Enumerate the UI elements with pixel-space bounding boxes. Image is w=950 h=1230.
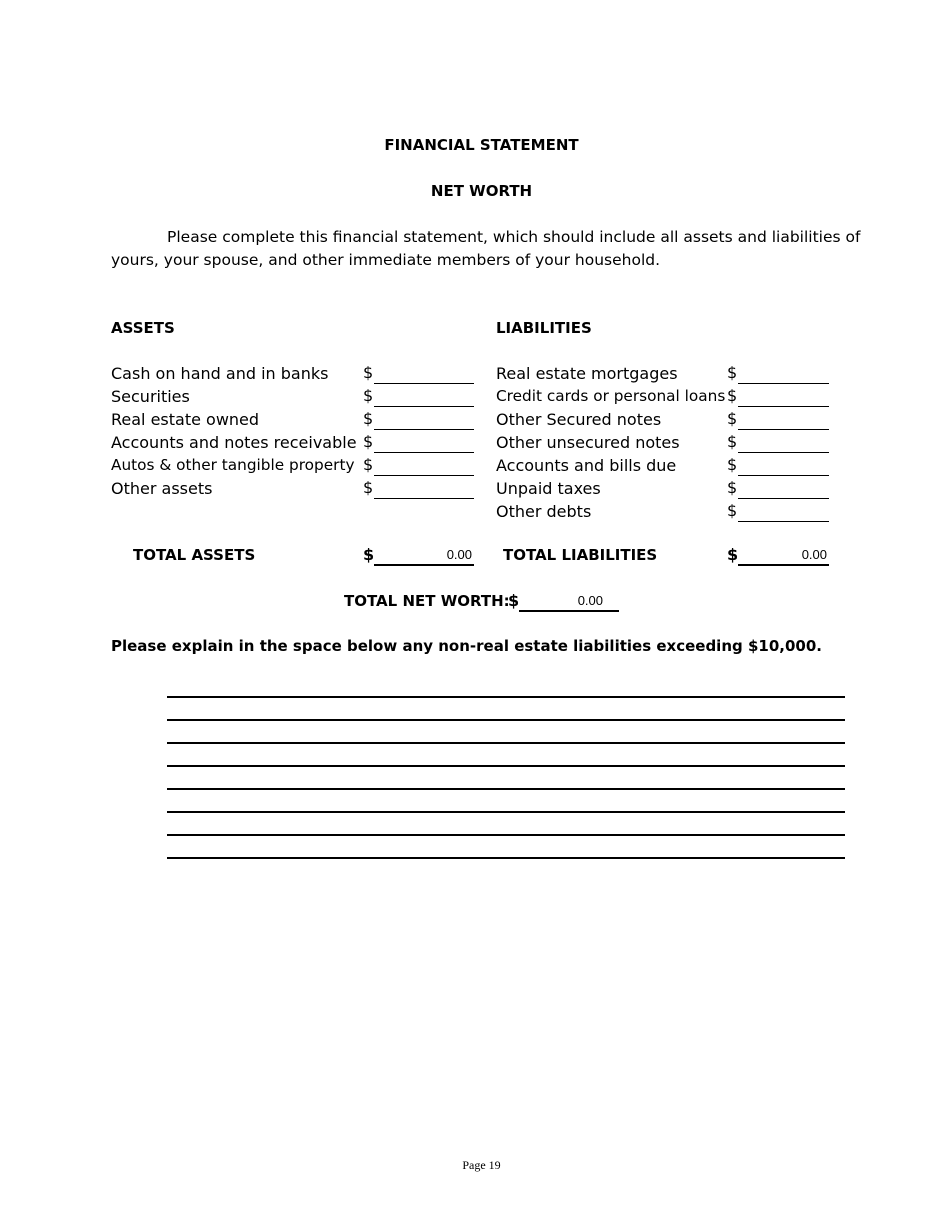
dollar-sign: $ bbox=[727, 432, 738, 451]
asset-securities-field[interactable] bbox=[374, 387, 474, 407]
liability-other-field[interactable] bbox=[738, 502, 829, 522]
dollar-sign: $ bbox=[727, 455, 738, 474]
liability-label-bills: Accounts and bills due bbox=[496, 456, 677, 475]
intro-line-1: Please complete this financial statement, which should include all assets and liabilities of bbox=[167, 228, 861, 246]
explain-line[interactable] bbox=[167, 811, 845, 813]
dollar-sign: $ bbox=[727, 501, 738, 520]
assets-heading: ASSETS bbox=[111, 319, 175, 337]
asset-label-autos: Autos & other tangible property bbox=[111, 456, 355, 474]
dollar-sign: $ bbox=[363, 455, 374, 474]
dollar-sign: $ bbox=[363, 409, 374, 428]
form-subtitle: NET WORTH bbox=[430, 182, 533, 200]
dollar-sign: $ bbox=[363, 432, 374, 451]
liability-credit-field[interactable] bbox=[738, 387, 829, 407]
liability-taxes-field[interactable] bbox=[738, 479, 829, 499]
asset-autos-field[interactable] bbox=[374, 456, 474, 476]
dollar-sign: $ bbox=[727, 386, 738, 405]
liability-label-mortgages: Real estate mortgages bbox=[496, 364, 678, 383]
total-assets-value: 0.00 bbox=[446, 547, 472, 562]
liability-label-unsecured: Other unsecured notes bbox=[496, 433, 680, 452]
dollar-sign: $ bbox=[363, 545, 375, 564]
dollar-sign: $ bbox=[727, 409, 738, 428]
liability-label-taxes: Unpaid taxes bbox=[496, 479, 601, 498]
liability-label-credit: Credit cards or personal loans bbox=[496, 387, 726, 405]
liability-label-secured: Other Secured notes bbox=[496, 410, 662, 429]
net-worth-field[interactable] bbox=[519, 589, 619, 612]
asset-label-real-estate: Real estate owned bbox=[111, 410, 260, 429]
dollar-sign: $ bbox=[508, 591, 520, 610]
net-worth-label: TOTAL NET WORTH: bbox=[344, 592, 510, 610]
dollar-sign: $ bbox=[363, 363, 374, 382]
liability-mortgages-field[interactable] bbox=[738, 364, 829, 384]
intro-line-2: yours, your spouse, and other immediate members of your household. bbox=[111, 251, 661, 269]
explain-line[interactable] bbox=[167, 765, 845, 767]
explain-line[interactable] bbox=[167, 719, 845, 721]
dollar-sign: $ bbox=[727, 545, 739, 564]
asset-label-cash: Cash on hand and in banks bbox=[111, 364, 329, 383]
asset-other-field[interactable] bbox=[374, 479, 474, 499]
explain-line[interactable] bbox=[167, 834, 845, 836]
total-liabilities-value: 0.00 bbox=[801, 547, 827, 562]
liabilities-heading: LIABILITIES bbox=[496, 319, 592, 337]
liability-secured-field[interactable] bbox=[738, 410, 829, 430]
asset-label-receivables: Accounts and notes receivable bbox=[111, 433, 357, 452]
total-liabilities-field[interactable] bbox=[738, 543, 829, 566]
explain-prompt: Please explain in the space below any non-real estate liabilities exceeding $10,000. bbox=[111, 637, 822, 655]
asset-receivables-field[interactable] bbox=[374, 433, 474, 453]
page-number: Page 19 bbox=[462, 1158, 501, 1172]
total-assets-field[interactable] bbox=[374, 543, 474, 566]
total-liabilities-label: TOTAL LIABILITIES bbox=[503, 546, 658, 564]
asset-label-other: Other assets bbox=[111, 479, 213, 498]
explain-line[interactable] bbox=[167, 742, 845, 744]
dollar-sign: $ bbox=[727, 478, 738, 497]
asset-cash-field[interactable] bbox=[374, 364, 474, 384]
dollar-sign: $ bbox=[727, 363, 738, 382]
net-worth-value: 0.00 bbox=[577, 593, 603, 608]
liability-unsecured-field[interactable] bbox=[738, 433, 829, 453]
total-assets-label: TOTAL ASSETS bbox=[133, 546, 256, 564]
explain-line[interactable] bbox=[167, 788, 845, 790]
explain-line[interactable] bbox=[167, 857, 845, 859]
dollar-sign: $ bbox=[363, 478, 374, 497]
asset-label-securities: Securities bbox=[111, 387, 190, 406]
explain-line[interactable] bbox=[167, 696, 845, 698]
liability-label-other: Other debts bbox=[496, 502, 592, 521]
asset-real-estate-field[interactable] bbox=[374, 410, 474, 430]
dollar-sign: $ bbox=[363, 386, 374, 405]
form-title: FINANCIAL STATEMENT bbox=[384, 136, 579, 154]
liability-bills-field[interactable] bbox=[738, 456, 829, 476]
